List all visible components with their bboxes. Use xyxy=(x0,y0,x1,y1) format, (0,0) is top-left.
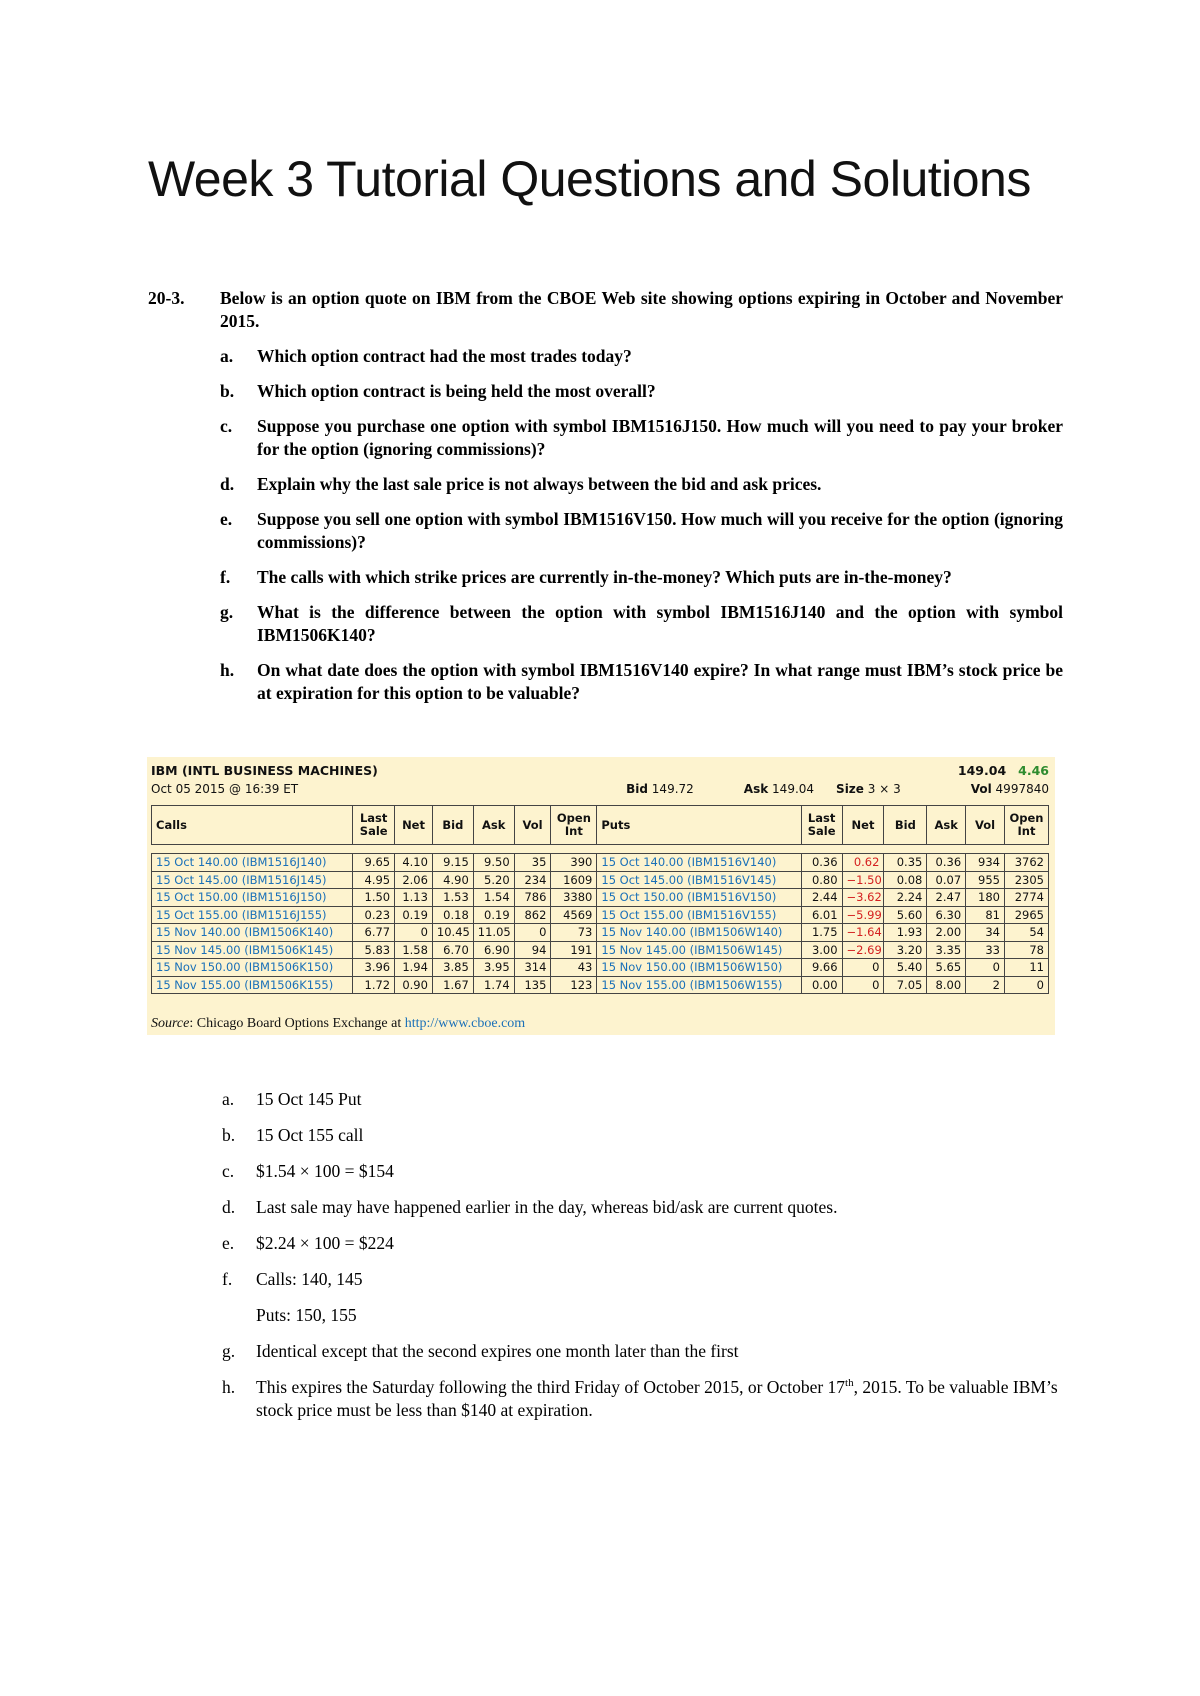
cell-p-bid: 0.08 xyxy=(884,871,927,889)
cell-c-last: 9.65 xyxy=(353,854,395,872)
source-link[interactable]: http://www.cboe.com xyxy=(404,1016,526,1031)
answer-letter: h. xyxy=(222,1377,236,1397)
answer-item xyxy=(222,1124,1062,1147)
cell-c-net: 1.58 xyxy=(395,941,433,959)
cell-p-net: 0 xyxy=(842,976,884,994)
answer-letter: e. xyxy=(222,1233,235,1253)
answer-text: Last sale may have happened earlier in the day, whereas bid/ask are current quotes. xyxy=(256,1197,838,1217)
cell-c-vol: 94 xyxy=(514,941,551,959)
cell-c-bid: 3.85 xyxy=(432,959,473,977)
cell-p-oi: 54 xyxy=(1004,924,1048,942)
cell-c-bid: 4.90 xyxy=(432,871,473,889)
col-call-ask: Ask xyxy=(473,806,514,845)
cell-c-vol: 314 xyxy=(514,959,551,977)
cell-p-net: −5.99 xyxy=(842,906,884,924)
subquestion-letter: a. xyxy=(220,346,234,366)
cell-c-oi: 390 xyxy=(551,854,597,872)
cell-p-ask: 3.35 xyxy=(927,941,966,959)
cell-c-ask: 1.74 xyxy=(473,976,514,994)
cell-c-oi: 3380 xyxy=(551,889,597,907)
cell-c-bid: 1.67 xyxy=(432,976,473,994)
cell-c-last: 3.96 xyxy=(353,959,395,977)
col-put-net: Net xyxy=(842,806,884,845)
question-block xyxy=(148,287,1063,717)
page-title: Week 3 Tutorial Questions and Solutions xyxy=(148,151,1031,207)
cell-c-ask: 11.05 xyxy=(473,924,514,942)
cell-p-last: 3.00 xyxy=(801,941,842,959)
cell-put[interactable]: 15 Oct 140.00 (IBM1516V140) xyxy=(597,854,801,872)
col-call-bid: Bid xyxy=(432,806,473,845)
answer-letter: a. xyxy=(222,1089,235,1109)
grid-body xyxy=(152,854,1049,994)
cell-p-bid: 7.05 xyxy=(884,976,927,994)
cell-c-net: 4.10 xyxy=(395,854,433,872)
cell-p-vol: 955 xyxy=(966,871,1005,889)
price-change: 4.46 xyxy=(1018,763,1049,778)
answer-text: 15 Oct 155 call xyxy=(256,1125,364,1145)
cell-c-bid: 6.70 xyxy=(432,941,473,959)
cell-c-ask: 1.54 xyxy=(473,889,514,907)
cell-p-net: −1.50 xyxy=(842,871,884,889)
cell-p-oi: 3762 xyxy=(1004,854,1048,872)
cell-c-vol: 786 xyxy=(514,889,551,907)
ask-quote: Ask 149.04 xyxy=(743,782,815,796)
cell-c-oi: 43 xyxy=(551,959,597,977)
question-text: Below is an option quote on IBM from the CBOE Web site showing options expiring in October and November 2015. xyxy=(220,288,1063,331)
options-grid xyxy=(151,805,1049,994)
cell-p-ask: 0.36 xyxy=(927,854,966,872)
cell-c-last: 5.83 xyxy=(353,941,395,959)
cell-p-ask: 2.47 xyxy=(927,889,966,907)
cell-c-last: 1.50 xyxy=(353,889,395,907)
subquestion-item xyxy=(220,601,1063,647)
cell-p-last: 6.01 xyxy=(801,906,842,924)
cell-p-oi: 0 xyxy=(1004,976,1048,994)
answer-letter: d. xyxy=(222,1197,236,1217)
cell-c-net: 1.13 xyxy=(395,889,433,907)
cell-c-net: 0.90 xyxy=(395,976,433,994)
cell-p-bid: 2.24 xyxy=(884,889,927,907)
col-put-last-sale: Last Sale xyxy=(801,806,842,845)
cell-p-vol: 81 xyxy=(966,906,1005,924)
cell-c-last: 6.77 xyxy=(353,924,395,942)
answer-item xyxy=(222,1340,1062,1363)
cell-p-vol: 0 xyxy=(966,959,1005,977)
subquestion-item xyxy=(220,566,1063,589)
answer-continuation: Puts: 150, 155 xyxy=(256,1305,357,1325)
answer-text: $2.24 × 100 = $224 xyxy=(256,1233,394,1253)
answer-text: Identical except that the second expires one month later than the first xyxy=(256,1341,739,1361)
answer-item xyxy=(222,1088,1062,1111)
col-put-ask: Ask xyxy=(927,806,966,845)
subquestion-item xyxy=(220,659,1063,705)
cell-p-ask: 6.30 xyxy=(927,906,966,924)
quote-header xyxy=(151,763,1049,778)
cell-c-oi: 191 xyxy=(551,941,597,959)
quote-subheader xyxy=(151,782,1049,796)
cell-p-ask: 0.07 xyxy=(927,871,966,889)
cell-c-ask: 5.20 xyxy=(473,871,514,889)
answer-letter: f. xyxy=(222,1269,233,1289)
cell-c-bid: 1.53 xyxy=(432,889,473,907)
cell-c-net: 0.19 xyxy=(395,906,433,924)
subquestion-text: The calls with which strike prices are currently in-the-money? Which puts are in-the-money? xyxy=(257,567,952,587)
cell-call[interactable]: 15 Nov 155.00 (IBM1506K155) xyxy=(152,976,353,994)
subquestion-letter: g. xyxy=(220,602,234,622)
cell-c-bid: 10.45 xyxy=(432,924,473,942)
cell-p-vol: 34 xyxy=(966,924,1005,942)
table-row xyxy=(152,959,1049,977)
answer-item xyxy=(222,1196,1062,1219)
cell-put[interactable]: 15 Oct 155.00 (IBM1516V155) xyxy=(597,906,801,924)
subquestion-letter: e. xyxy=(220,509,233,529)
col-puts: Puts xyxy=(597,806,801,845)
cell-p-last: 0.80 xyxy=(801,871,842,889)
cell-p-last: 0.36 xyxy=(801,854,842,872)
cell-c-oi: 1609 xyxy=(551,871,597,889)
cell-c-oi: 123 xyxy=(551,976,597,994)
cell-p-last: 9.66 xyxy=(801,959,842,977)
answer-item xyxy=(222,1376,1062,1422)
cell-c-ask: 9.50 xyxy=(473,854,514,872)
cell-c-net: 1.94 xyxy=(395,959,433,977)
cell-p-oi: 2305 xyxy=(1004,871,1048,889)
answer-letter: b. xyxy=(222,1125,236,1145)
table-row xyxy=(152,906,1049,924)
cell-p-last: 2.44 xyxy=(801,889,842,907)
cell-c-last: 4.95 xyxy=(353,871,395,889)
cell-c-net: 0 xyxy=(395,924,433,942)
col-call-last-sale: Last Sale xyxy=(353,806,395,845)
cell-p-vol: 934 xyxy=(966,854,1005,872)
subquestion-letter: c. xyxy=(220,416,233,436)
cell-call[interactable]: 15 Nov 145.00 (IBM1506K145) xyxy=(152,941,353,959)
subquestion-letter: f. xyxy=(220,567,231,587)
source-note: Source: Chicago Board Options Exchange at http://www.cboe.com xyxy=(151,1016,526,1031)
answer-item xyxy=(222,1232,1062,1255)
question-header xyxy=(148,287,1063,333)
subquestion-text: On what date does the option with symbol IBM1516V140 expire? In what range must IBM’s stock price be at expiration for this option to be valuable? xyxy=(257,660,1063,703)
answer-item xyxy=(222,1160,1062,1183)
col-call-open-int: Open Int xyxy=(551,806,597,845)
cell-p-oi: 11 xyxy=(1004,959,1048,977)
table-row xyxy=(152,924,1049,942)
answer-letter: g. xyxy=(222,1341,236,1361)
cell-p-net: −2.69 xyxy=(842,941,884,959)
cell-p-last: 1.75 xyxy=(801,924,842,942)
cell-p-vol: 33 xyxy=(966,941,1005,959)
subquestion-list xyxy=(220,345,1063,705)
cell-put[interactable]: 15 Nov 145.00 (IBM1506W145) xyxy=(597,941,801,959)
cell-c-bid: 0.18 xyxy=(432,906,473,924)
stock-price: 149.04 xyxy=(957,763,1007,778)
company-name: IBM (INTL BUSINESS MACHINES) xyxy=(151,763,378,778)
col-put-open-int: Open Int xyxy=(1004,806,1048,845)
answer-text: Calls: 140, 145 xyxy=(256,1269,363,1289)
col-call-vol: Vol xyxy=(514,806,551,845)
cell-c-vol: 234 xyxy=(514,871,551,889)
cell-call[interactable]: 15 Nov 150.00 (IBM1506K150) xyxy=(152,959,353,977)
cell-p-bid: 1.93 xyxy=(884,924,927,942)
cell-p-ask: 5.65 xyxy=(927,959,966,977)
cell-p-ask: 8.00 xyxy=(927,976,966,994)
cell-c-vol: 862 xyxy=(514,906,551,924)
cell-c-ask: 6.90 xyxy=(473,941,514,959)
cell-c-last: 0.23 xyxy=(353,906,395,924)
cell-p-bid: 5.40 xyxy=(884,959,927,977)
subquestion-item xyxy=(220,380,1063,403)
grid-header-row xyxy=(152,806,1049,845)
col-call-net: Net xyxy=(395,806,433,845)
cell-p-vol: 2 xyxy=(966,976,1005,994)
cell-p-ask: 2.00 xyxy=(927,924,966,942)
size-quote: Size 3 × 3 xyxy=(836,782,901,796)
bid-quote: Bid 149.72 xyxy=(626,782,694,796)
cell-p-net: −3.62 xyxy=(842,889,884,907)
cell-put[interactable]: 15 Nov 140.00 (IBM1506W140) xyxy=(597,924,801,942)
cell-call[interactable]: 15 Oct 145.00 (IBM1516J145) xyxy=(152,871,353,889)
subquestion-text: What is the difference between the option with symbol IBM1516J140 and the option with symbol IBM1506K140? xyxy=(257,602,1063,645)
cell-p-last: 0.00 xyxy=(801,976,842,994)
col-put-vol: Vol xyxy=(966,806,1005,845)
cell-put[interactable]: 15 Nov 155.00 (IBM1506W155) xyxy=(597,976,801,994)
answer-text: 15 Oct 145 Put xyxy=(256,1089,362,1109)
subquestion-item xyxy=(220,508,1063,554)
subquestion-text: Suppose you sell one option with symbol IBM1516V150. How much will you receive for the option (ignoring commissions)? xyxy=(257,509,1063,552)
cell-c-vol: 0 xyxy=(514,924,551,942)
cell-call[interactable]: 15 Oct 140.00 (IBM1516J140) xyxy=(152,854,353,872)
cell-put[interactable]: 15 Oct 150.00 (IBM1516V150) xyxy=(597,889,801,907)
option-quote-table xyxy=(147,757,1055,1035)
answer-item xyxy=(222,1268,1062,1291)
cell-c-last: 1.72 xyxy=(353,976,395,994)
cell-p-oi: 2774 xyxy=(1004,889,1048,907)
cell-p-net: −1.64 xyxy=(842,924,884,942)
table-row xyxy=(152,976,1049,994)
subquestion-letter: b. xyxy=(220,381,235,401)
cell-call[interactable]: 15 Oct 150.00 (IBM1516J150) xyxy=(152,889,353,907)
subquestion-letter: d. xyxy=(220,474,235,494)
cell-c-bid: 9.15 xyxy=(432,854,473,872)
col-put-bid: Bid xyxy=(884,806,927,845)
cell-put[interactable]: 15 Oct 145.00 (IBM1516V145) xyxy=(597,871,801,889)
cell-c-ask: 3.95 xyxy=(473,959,514,977)
cell-p-net: 0 xyxy=(842,959,884,977)
cell-p-bid: 0.35 xyxy=(884,854,927,872)
cell-p-oi: 2965 xyxy=(1004,906,1048,924)
subquestion-text: Which option contract is being held the most overall? xyxy=(257,381,656,401)
subquestion-text: Which option contract had the most trades today? xyxy=(257,346,632,366)
table-row xyxy=(152,854,1049,872)
table-row xyxy=(152,871,1049,889)
subquestion-item xyxy=(220,345,1063,368)
table-row xyxy=(152,941,1049,959)
cell-c-vol: 35 xyxy=(514,854,551,872)
answer-text: This expires the Saturday following the third Friday of October 2015, or October 17th, 2015. To be valuable IBM’s stock price must be less than $140 at expiration. xyxy=(256,1377,1058,1420)
cell-p-bid: 5.60 xyxy=(884,906,927,924)
cell-c-vol: 135 xyxy=(514,976,551,994)
cell-p-vol: 180 xyxy=(966,889,1005,907)
cell-c-oi: 4569 xyxy=(551,906,597,924)
cell-c-oi: 73 xyxy=(551,924,597,942)
cell-p-bid: 3.20 xyxy=(884,941,927,959)
answer-text: $1.54 × 100 = $154 xyxy=(256,1161,394,1181)
cell-call[interactable]: 15 Nov 140.00 (IBM1506K140) xyxy=(152,924,353,942)
question-number: 20-3. xyxy=(148,288,185,308)
quote-datetime: Oct 05 2015 @ 16:39 ET xyxy=(151,782,299,796)
cell-c-ask: 0.19 xyxy=(473,906,514,924)
col-calls: Calls xyxy=(152,806,353,845)
answer-letter: c. xyxy=(222,1161,235,1181)
cell-p-net: 0.62 xyxy=(842,854,884,872)
subquestion-item xyxy=(220,415,1063,461)
cell-c-net: 2.06 xyxy=(395,871,433,889)
volume-quote: Vol 4997840 xyxy=(970,782,1049,796)
subquestion-text: Suppose you purchase one option with symbol IBM1516J150. How much will you need to pay your broker for the option (ignoring commissions)? xyxy=(257,416,1063,459)
cell-put[interactable]: 15 Nov 150.00 (IBM1506W150) xyxy=(597,959,801,977)
cell-p-oi: 78 xyxy=(1004,941,1048,959)
subquestion-letter: h. xyxy=(220,660,235,680)
table-row xyxy=(152,889,1049,907)
subquestion-item xyxy=(220,473,1063,496)
subquestion-text: Explain why the last sale price is not always between the bid and ask prices. xyxy=(257,474,822,494)
answers-list xyxy=(222,1088,1062,1435)
cell-call[interactable]: 15 Oct 155.00 (IBM1516J155) xyxy=(152,906,353,924)
